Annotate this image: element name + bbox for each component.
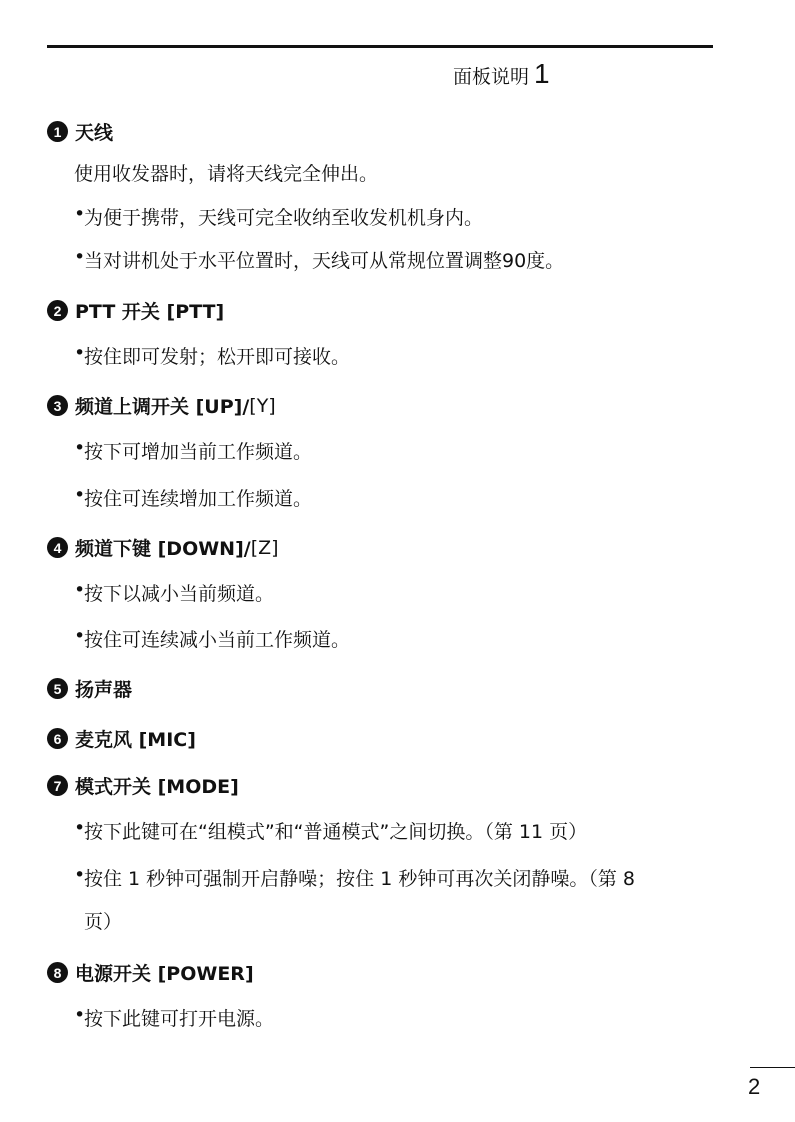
bullet-item: • 按住 1 秒钟可强制开启静噪；按住 1 秒钟可再次关闭静噪。（第 8 (74, 864, 635, 890)
section-title: 模式开关 [MODE] (75, 776, 239, 798)
section-speaker (47, 675, 132, 702)
section-title: 扬声器 (75, 679, 133, 701)
section-antenna (47, 118, 113, 145)
section-title: PTT 开关 [PTT] (75, 301, 225, 323)
section-title: 天线 (75, 122, 114, 144)
section-title: 电源开关 [POWER] (75, 963, 254, 985)
section-ptt-switch (47, 297, 224, 324)
section-number-badge: 4 (47, 537, 68, 558)
section-number-badge: 5 (47, 678, 68, 699)
header-rule (47, 45, 713, 48)
section-number-badge: 6 (47, 728, 68, 749)
section-title: 频道下键 [DOWN]/ (75, 538, 251, 560)
bullet-item: • 按下可增加当前工作频道。 (74, 437, 313, 463)
section-number-badge: 2 (47, 300, 68, 321)
section-power-switch (47, 959, 254, 986)
bullet-item: • 按住即可发射；松开即可接收。 (74, 342, 351, 368)
bullet-item: • 按下此键可打开电源。 (74, 1004, 275, 1030)
section-number-badge: 3 (47, 395, 68, 416)
chapter-number: 1 (534, 58, 550, 89)
header-title: 面板说明 (453, 66, 530, 88)
bullet-item: • 按下此键可在“组模式”和“普通模式”之间切换。（第 11 页） (74, 817, 588, 843)
section-title: 麦克风 [MIC] (75, 729, 196, 751)
section-title-suffix: [Z] (250, 536, 279, 559)
section-intro: 使用收发器时，请将天线完全伸出。 (74, 163, 379, 185)
section-channel-down (47, 534, 279, 561)
page-header (453, 58, 550, 90)
footer-rule (750, 1067, 795, 1068)
bullet-item: • 为便于携带，天线可完全收纳至收发机机身内。 (74, 203, 484, 229)
bullet-item: • 按下以减小当前频道。 (74, 579, 275, 605)
section-mode-switch (47, 772, 239, 799)
section-number-badge: 8 (47, 962, 68, 983)
section-title-suffix: [Y] (249, 394, 276, 417)
section-microphone (47, 725, 196, 752)
bullet-item: • 当对讲机处于水平位置时，天线可从常规位置调整90度。 (74, 246, 565, 272)
section-number-badge: 7 (47, 775, 68, 796)
section-number-badge: 1 (47, 121, 68, 142)
bullet-continuation: 页） (84, 911, 123, 933)
bullet-item: • 按住可连续减小当前工作频道。 (74, 625, 351, 651)
section-channel-up (47, 392, 276, 419)
bullet-item: • 按住可连续增加工作频道。 (74, 484, 313, 510)
section-title: 频道上调开关 [UP]/ (75, 396, 250, 418)
page-number: 2 (748, 1074, 761, 1099)
